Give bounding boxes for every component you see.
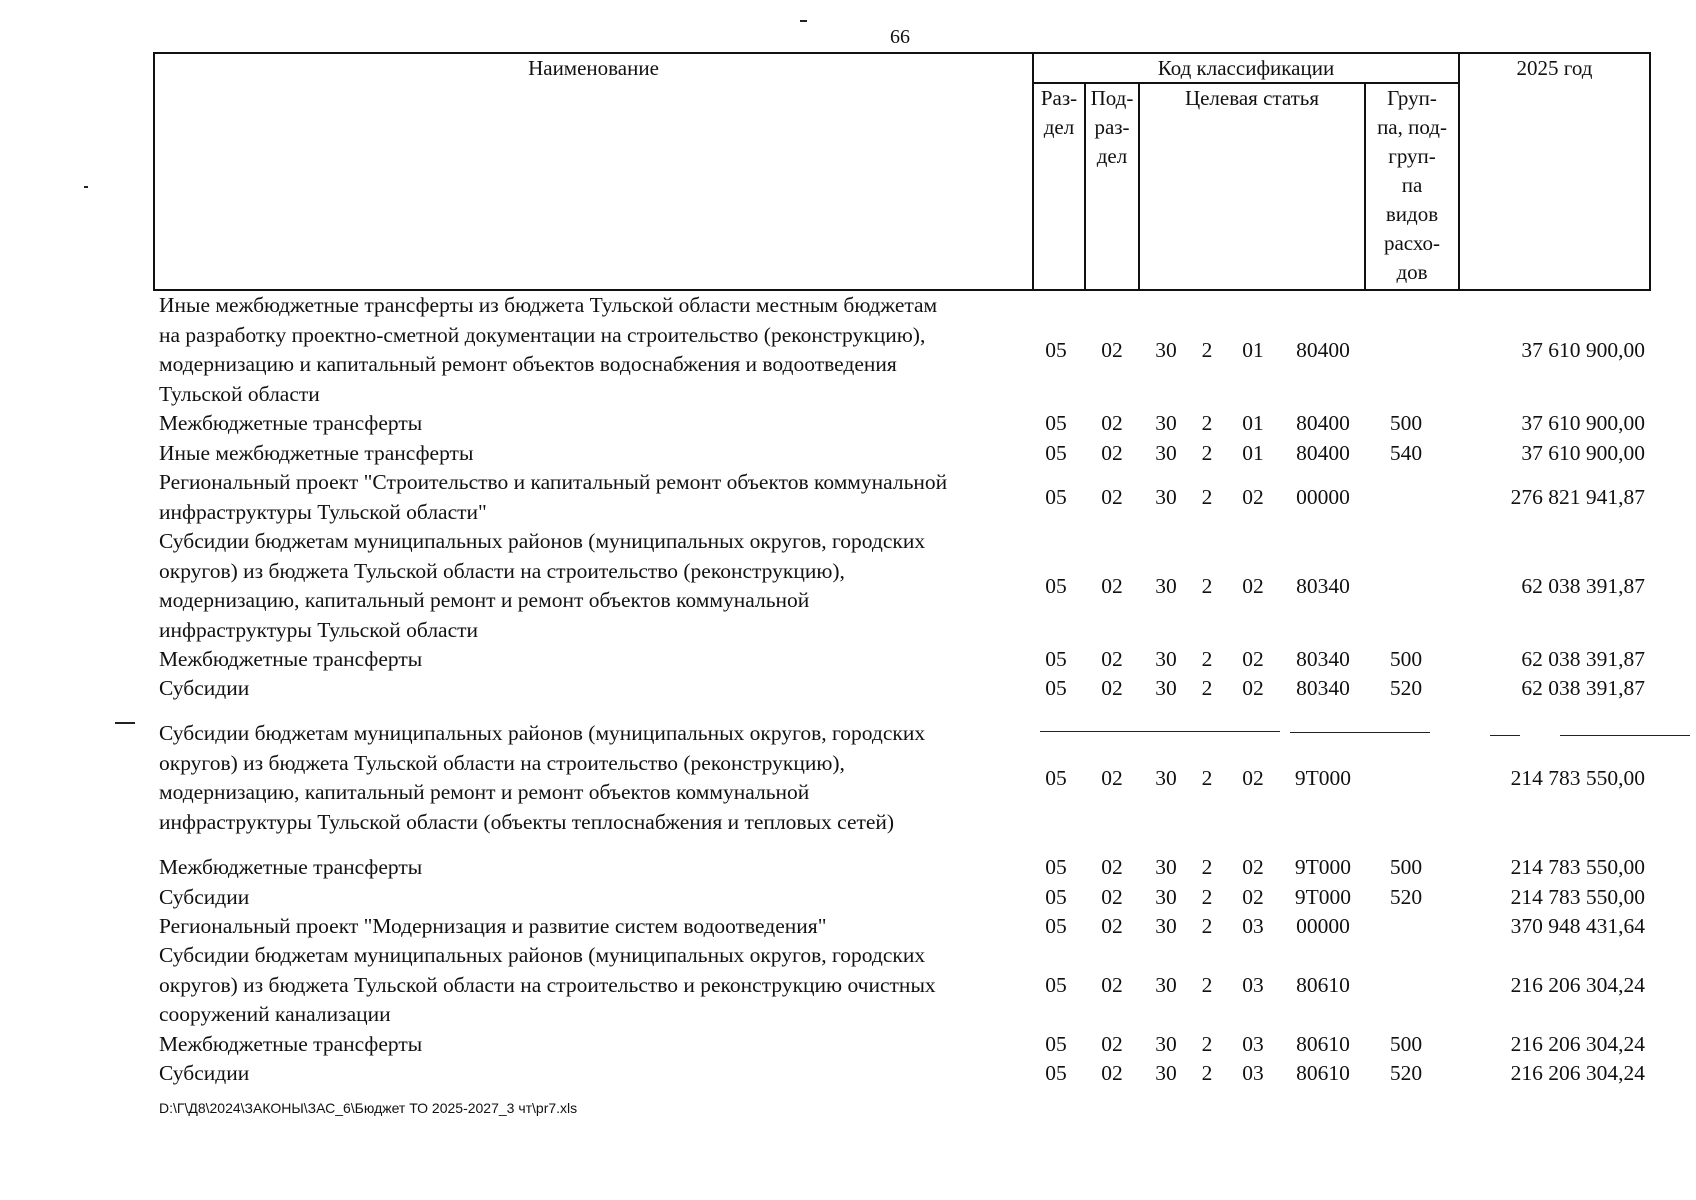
row-code-t4: 80610 bbox=[1296, 1061, 1350, 1085]
row-code-t3: 02 bbox=[1242, 485, 1264, 509]
row-code-t1: 30 bbox=[1155, 441, 1177, 465]
row-code-t3: 02 bbox=[1242, 647, 1264, 671]
row-code-razdel: 05 bbox=[1045, 574, 1067, 598]
scan-mark bbox=[84, 186, 88, 188]
row-name-line: модернизацию, капитальный ремонт и ремонт объектов коммунальной bbox=[159, 588, 810, 612]
row-code-t1: 30 bbox=[1155, 485, 1177, 509]
row-code-t4: 80610 bbox=[1296, 1032, 1350, 1056]
row-code-podrazdel: 02 bbox=[1101, 973, 1123, 997]
row-code-razdel: 05 bbox=[1045, 411, 1067, 435]
row-code-group: 520 bbox=[1389, 885, 1423, 909]
row-amount: 37 610 900,00 bbox=[1521, 411, 1645, 435]
row-code-t1: 30 bbox=[1155, 338, 1177, 362]
row-code-t2: 2 bbox=[1201, 973, 1213, 997]
row-code-t2: 2 bbox=[1201, 676, 1213, 700]
row-amount: 214 783 550,00 bbox=[1510, 766, 1645, 790]
row-name: Межбюджетные трансферты bbox=[159, 1032, 423, 1056]
header-podrazdel bbox=[1086, 84, 1138, 171]
row-code-t4: 00000 bbox=[1296, 914, 1350, 938]
row-amount: 62 038 391,87 bbox=[1521, 574, 1645, 598]
row-code-t2: 2 bbox=[1201, 1061, 1213, 1085]
row-amount: 214 783 550,00 bbox=[1510, 885, 1645, 909]
row-code-t2: 2 bbox=[1201, 574, 1213, 598]
row-code-razdel: 05 bbox=[1045, 885, 1067, 909]
row-code-podrazdel: 02 bbox=[1101, 914, 1123, 938]
row-name-line: сооружений канализации bbox=[159, 1002, 391, 1026]
row-code-t4: 80340 bbox=[1296, 647, 1350, 671]
row-code-t3: 02 bbox=[1242, 676, 1264, 700]
header-name: Наименование bbox=[528, 56, 659, 80]
row-name-line: Субсидии бюджетам муниципальных районов (муниципальных округов, городских bbox=[159, 721, 926, 745]
row-code-podrazdel: 02 bbox=[1101, 338, 1123, 362]
row-code-t3: 02 bbox=[1242, 574, 1264, 598]
row-amount: 216 206 304,24 bbox=[1510, 1061, 1645, 1085]
row-code-group: 500 bbox=[1389, 411, 1423, 435]
row-code-t1: 30 bbox=[1155, 973, 1177, 997]
header-year: 2025 год bbox=[1516, 56, 1593, 80]
row-code-razdel: 05 bbox=[1045, 647, 1067, 671]
row-code-t3: 02 bbox=[1242, 766, 1264, 790]
row-code-razdel: 05 bbox=[1045, 973, 1067, 997]
row-code-t3: 02 bbox=[1242, 855, 1264, 879]
header-line: видов bbox=[1385, 202, 1439, 226]
row-name-line: инфраструктуры Тульской области (объекты теплоснабжения и тепловых сетей) bbox=[159, 809, 895, 834]
row-code-t3: 01 bbox=[1242, 411, 1264, 435]
row-name: Субсидии bbox=[159, 676, 250, 700]
row-name: Иные межбюджетные трансферты bbox=[159, 441, 474, 465]
row-code-t2: 2 bbox=[1201, 411, 1213, 435]
row-name bbox=[159, 941, 1029, 1030]
row-code-t2: 2 bbox=[1201, 1032, 1213, 1056]
row-name: Межбюджетные трансферты bbox=[159, 647, 423, 671]
row-amount: 214 783 550,00 bbox=[1510, 855, 1645, 879]
row-code-razdel: 05 bbox=[1045, 485, 1067, 509]
header-line: па bbox=[1401, 173, 1423, 197]
row-code-podrazdel: 02 bbox=[1101, 411, 1123, 435]
header-line: дел bbox=[1096, 144, 1128, 168]
row-code-t2: 2 bbox=[1201, 914, 1213, 938]
row-code-t1: 30 bbox=[1155, 1032, 1177, 1056]
row-code-group: 520 bbox=[1389, 676, 1423, 700]
scan-mark bbox=[1490, 735, 1520, 736]
row-name: Региональный проект "Модернизация и развитие систем водоотведения" bbox=[159, 914, 827, 938]
row-name-line: Региональный проект "Строительство и капитальный ремонт объектов коммунальной bbox=[159, 470, 948, 494]
header-line: раз- bbox=[1094, 115, 1130, 139]
row-amount: 276 821 941,87 bbox=[1510, 485, 1645, 509]
scan-mark bbox=[1290, 732, 1430, 733]
row-code-t4: 80340 bbox=[1296, 676, 1350, 700]
row-code-t4: 00000 bbox=[1296, 485, 1350, 509]
row-code-t3: 01 bbox=[1242, 338, 1264, 362]
row-code-razdel: 05 bbox=[1045, 766, 1067, 790]
row-code-t2: 2 bbox=[1201, 766, 1213, 790]
row-code-razdel: 05 bbox=[1045, 338, 1067, 362]
row-amount: 62 038 391,87 bbox=[1521, 676, 1645, 700]
row-code-podrazdel: 02 bbox=[1101, 885, 1123, 909]
row-amount: 370 948 431,64 bbox=[1510, 914, 1645, 938]
row-code-t3: 03 bbox=[1242, 914, 1264, 938]
row-code-t1: 30 bbox=[1155, 914, 1177, 938]
row-code-group: 520 bbox=[1389, 1061, 1423, 1085]
row-code-podrazdel: 02 bbox=[1101, 676, 1123, 700]
header-line: Груп- bbox=[1387, 86, 1437, 110]
scan-mark bbox=[1560, 735, 1690, 736]
row-name-line: Иные межбюджетные трансферты из бюджета Тульской области местным бюджетам bbox=[159, 293, 938, 317]
row-code-t4: 9Т000 bbox=[1294, 855, 1352, 879]
row-code-t2: 2 bbox=[1201, 441, 1213, 465]
row-name bbox=[159, 719, 1029, 837]
row-code-t3: 02 bbox=[1242, 885, 1264, 909]
row-name-line: округов) из бюджета Тульской области на строительство (реконструкцию), bbox=[159, 558, 845, 583]
page-number: 66 bbox=[890, 26, 910, 48]
row-code-t4: 9Т000 bbox=[1294, 885, 1352, 909]
row-code-razdel: 05 bbox=[1045, 1032, 1067, 1056]
scan-mark bbox=[1040, 731, 1280, 732]
row-code-t2: 2 bbox=[1201, 885, 1213, 909]
row-code-razdel: 05 bbox=[1045, 1061, 1067, 1085]
row-code-t1: 30 bbox=[1155, 1061, 1177, 1085]
row-code-podrazdel: 02 bbox=[1101, 485, 1123, 509]
header-line: расхо- bbox=[1383, 231, 1441, 255]
row-code-razdel: 05 bbox=[1045, 441, 1067, 465]
row-name-line: на разработку проектно-сметной документации на строительство (реконструкцию), bbox=[159, 322, 926, 347]
row-code-t4: 80400 bbox=[1296, 441, 1350, 465]
header-code-group: Код классификации bbox=[1157, 56, 1335, 80]
row-code-group: 500 bbox=[1389, 855, 1423, 879]
row-name: Субсидии bbox=[159, 885, 250, 909]
row-amount: 37 610 900,00 bbox=[1521, 338, 1645, 362]
row-code-group: 540 bbox=[1389, 441, 1423, 465]
row-code-podrazdel: 02 bbox=[1101, 766, 1123, 790]
row-code-t2: 2 bbox=[1201, 338, 1213, 362]
row-code-razdel: 05 bbox=[1045, 855, 1067, 879]
row-name-line: модернизацию и капитальный ремонт объектов водоснабжения и водоотведения bbox=[159, 352, 897, 376]
row-code-podrazdel: 02 bbox=[1101, 855, 1123, 879]
row-code-podrazdel: 02 bbox=[1101, 1061, 1123, 1085]
row-amount: 37 610 900,00 bbox=[1521, 441, 1645, 465]
row-name-line: Тульской области bbox=[159, 381, 320, 406]
row-code-t1: 30 bbox=[1155, 855, 1177, 879]
header-group bbox=[1366, 84, 1458, 287]
row-code-t4: 80400 bbox=[1296, 338, 1350, 362]
row-code-t1: 30 bbox=[1155, 574, 1177, 598]
row-name: Межбюджетные трансферты bbox=[159, 855, 423, 879]
row-code-razdel: 05 bbox=[1045, 676, 1067, 700]
row-code-t1: 30 bbox=[1155, 647, 1177, 671]
row-amount: 216 206 304,24 bbox=[1510, 1032, 1645, 1056]
row-name-line: округов) из бюджета Тульской области на строительство и реконструкцию очистных bbox=[159, 972, 936, 997]
header-line: Под- bbox=[1090, 86, 1134, 110]
row-code-t3: 01 bbox=[1242, 441, 1264, 465]
header-target: Целевая статья bbox=[1184, 86, 1320, 110]
row-name bbox=[159, 468, 1029, 527]
row-name-line: инфраструктуры Тульской области" bbox=[159, 499, 487, 524]
row-code-t3: 03 bbox=[1242, 973, 1264, 997]
row-code-group: 500 bbox=[1389, 647, 1423, 671]
header-line: дов bbox=[1396, 260, 1428, 284]
row-code-podrazdel: 02 bbox=[1101, 1032, 1123, 1056]
row-name-line: инфраструктуры Тульской области bbox=[159, 617, 479, 642]
header-line: груп- bbox=[1388, 144, 1436, 168]
header-line: Раз- bbox=[1040, 86, 1078, 110]
row-name bbox=[159, 291, 1029, 409]
row-code-razdel: 05 bbox=[1045, 914, 1067, 938]
row-code-t3: 03 bbox=[1242, 1032, 1264, 1056]
row-code-t2: 2 bbox=[1201, 485, 1213, 509]
header-line: па, под- bbox=[1377, 115, 1447, 139]
row-code-t3: 03 bbox=[1242, 1061, 1264, 1085]
row-code-t4: 9Т000 bbox=[1294, 766, 1352, 790]
header-razdel bbox=[1034, 84, 1084, 142]
row-code-t1: 30 bbox=[1155, 411, 1177, 435]
row-amount: 62 038 391,87 bbox=[1521, 647, 1645, 671]
row-code-group: 500 bbox=[1389, 1032, 1423, 1056]
row-name-line: Субсидии бюджетам муниципальных районов (муниципальных округов, городских bbox=[159, 943, 926, 967]
row-code-t4: 80610 bbox=[1296, 973, 1350, 997]
scan-mark bbox=[800, 20, 807, 22]
row-name-line: Субсидии бюджетам муниципальных районов (муниципальных округов, городских bbox=[159, 529, 926, 553]
header-line: дел bbox=[1043, 115, 1075, 139]
row-name-line: модернизацию, капитальный ремонт и ремонт объектов коммунальной bbox=[159, 780, 810, 804]
row-code-t1: 30 bbox=[1155, 766, 1177, 790]
row-name: Субсидии bbox=[159, 1061, 250, 1085]
row-amount: 216 206 304,24 bbox=[1510, 973, 1645, 997]
row-code-t4: 80340 bbox=[1296, 574, 1350, 598]
row-code-podrazdel: 02 bbox=[1101, 441, 1123, 465]
row-name: Межбюджетные трансферты bbox=[159, 411, 423, 435]
row-name bbox=[159, 527, 1029, 645]
row-code-t2: 2 bbox=[1201, 855, 1213, 879]
scan-mark bbox=[115, 722, 135, 724]
row-code-t1: 30 bbox=[1155, 885, 1177, 909]
table-header bbox=[153, 52, 1651, 291]
row-code-t2: 2 bbox=[1201, 647, 1213, 671]
file-path-footer: D:\Г\Д8\2024\ЗАКОНЫ\ЗАС_6\Бюджет ТО 2025-2027_3 чт\pr7.xls bbox=[159, 1100, 578, 1116]
row-code-t1: 30 bbox=[1155, 676, 1177, 700]
row-code-podrazdel: 02 bbox=[1101, 647, 1123, 671]
row-code-podrazdel: 02 bbox=[1101, 574, 1123, 598]
row-name-line: округов) из бюджета Тульской области на строительство (реконструкцию), bbox=[159, 750, 845, 775]
row-code-t4: 80400 bbox=[1296, 411, 1350, 435]
